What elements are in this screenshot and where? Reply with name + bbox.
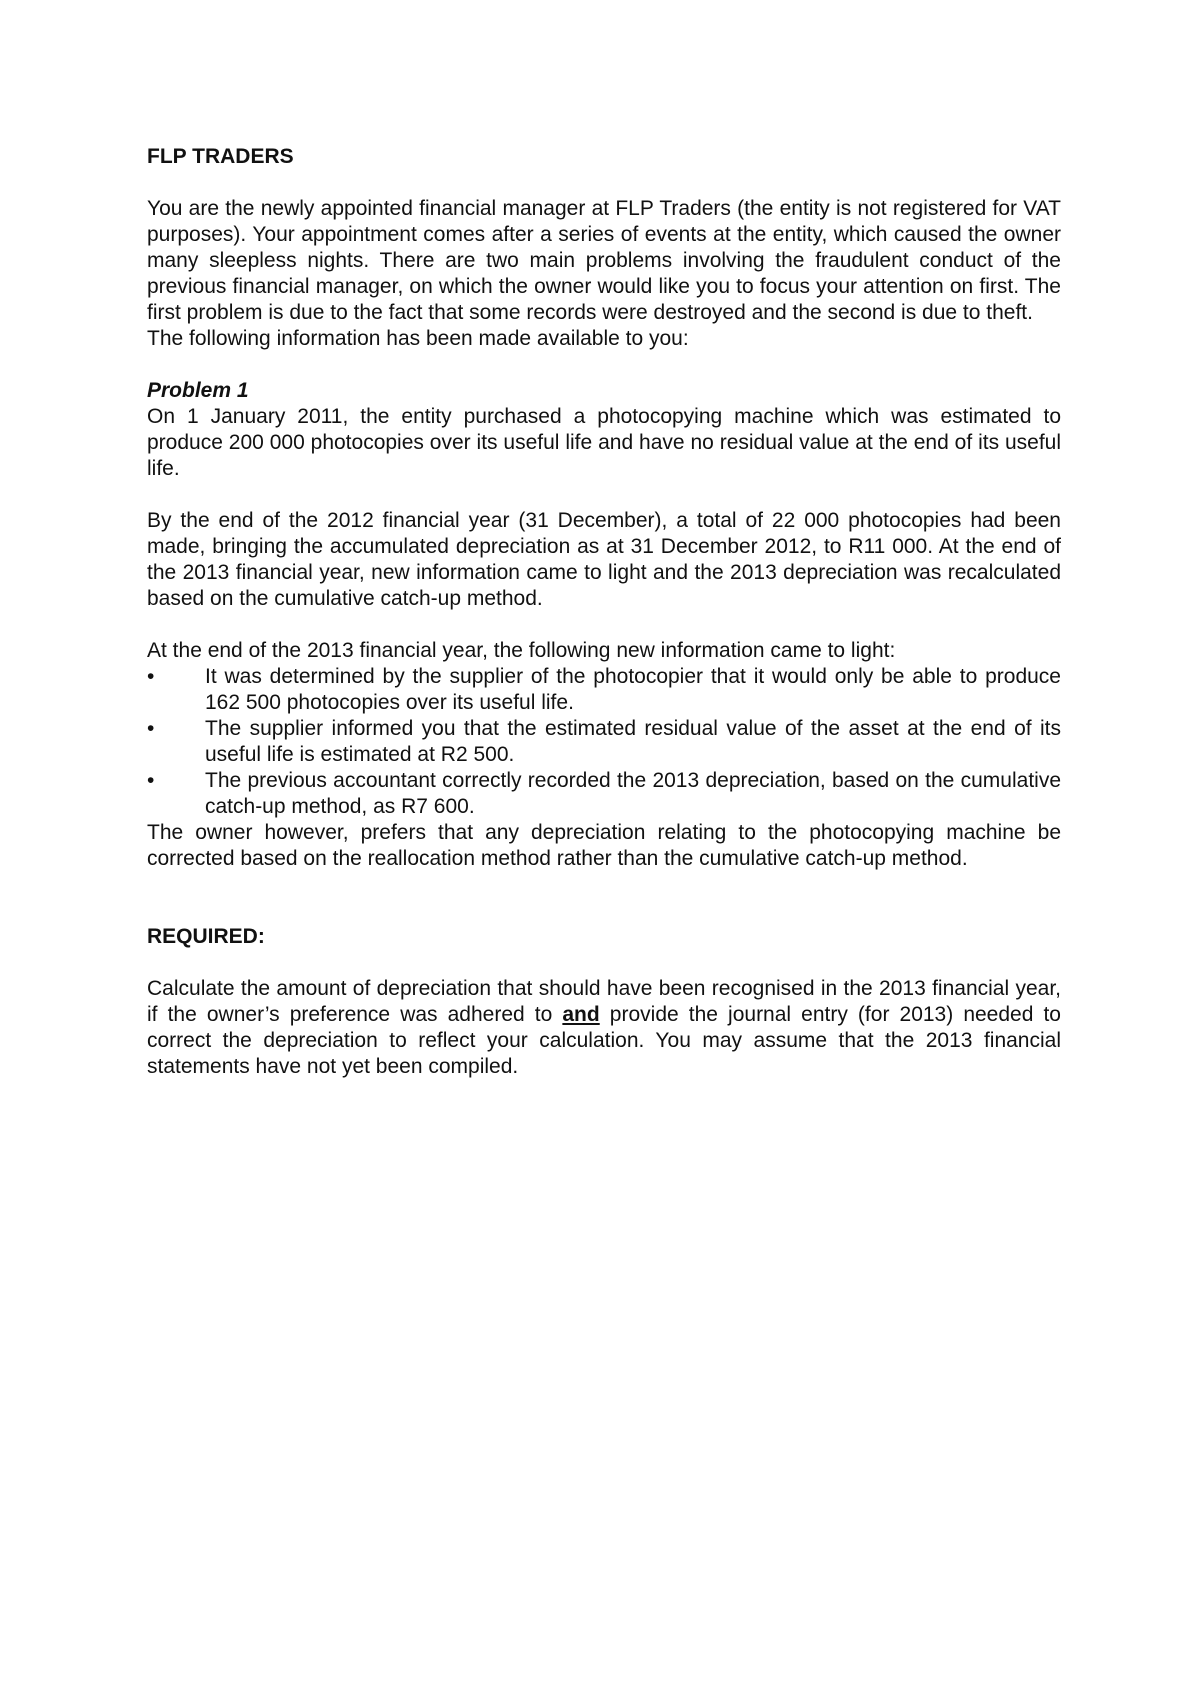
intro-paragraph: You are the newly appointed financial manager at FLP Traders (the entity is not registered for VAT purposes). Your appointment comes after a series of events at the entity, which caused the owner many sleepless nights. There are two main problems involving the fraudulent conduct of the previous financial manager, on which the owner would like you to focus your attention on first. The first problem is due to the fact that some records were destroyed and the second is due to theft. (147, 197, 1061, 324)
required-text-after: provide the journal entry (for 2013) needed to correct the depreciation to reflect your calculation. You may assume that the 2013 financial statements have not yet been compiled. (147, 1003, 1061, 1078)
problem-title: Problem 1 (147, 379, 249, 402)
problem-paragraph-1: On 1 January 2011, the entity purchased a photocopying machine which was estimated to produce 200 000 photocopies over its useful life and have no residual value at the end of its useful life. (147, 405, 1061, 480)
list-item-text: It was determined by the supplier of the photocopier that it would only be able to produce 162 500 photocopies over its useful life. (205, 665, 1061, 714)
required-paragraph (147, 976, 1061, 1080)
spacer (147, 352, 1061, 378)
spacer (147, 482, 1061, 508)
list-item-text: The previous accountant correctly recorded the 2013 depreciation, based on the cumulative catch-up method, as R7 600. (205, 769, 1061, 818)
spacer (147, 170, 1061, 196)
document-page (147, 144, 1061, 1080)
info-line: The following information has been made available to you: (147, 327, 689, 350)
list-item (147, 664, 1061, 716)
spacer (147, 612, 1061, 638)
spacer (147, 950, 1061, 976)
problem-paragraph-4: The owner however, prefers that any depreciation relating to the photocopying machine be corrected based on the reallocation method rather than the cumulative catch-up method. (147, 821, 1061, 870)
problem-paragraph-2: By the end of the 2012 financial year (31 December), a total of 22 000 photocopies had been made, bringing the accumulated depreciation as at 31 December 2012, to R11 000. At the end of the 2013 financial year, new information came to light and the 2013 depreciation was recalculated based on the cumulative catch-up method. (147, 509, 1061, 610)
bullet-icon: • (147, 769, 155, 792)
problem-paragraph-3: At the end of the 2013 financial year, the following new information came to light: (147, 639, 896, 662)
document-title: FLP TRADERS (147, 145, 294, 168)
list-item-text: The supplier informed you that the estimated residual value of the asset at the end of its useful life is estimated at R2 500. (205, 717, 1061, 766)
bullet-icon: • (147, 665, 155, 688)
list-item (147, 768, 1061, 820)
bullet-icon: • (147, 717, 155, 740)
required-text-before: Calculate the amount of depreciation that should have been recognised in the 2013 financial year, if the owner’s preference was adhered to (147, 977, 1061, 1026)
spacer (147, 872, 1061, 924)
list-item (147, 716, 1061, 768)
required-emphasis: and (562, 1003, 600, 1026)
info-bullet-list (147, 664, 1061, 820)
required-heading: REQUIRED: (147, 925, 265, 948)
